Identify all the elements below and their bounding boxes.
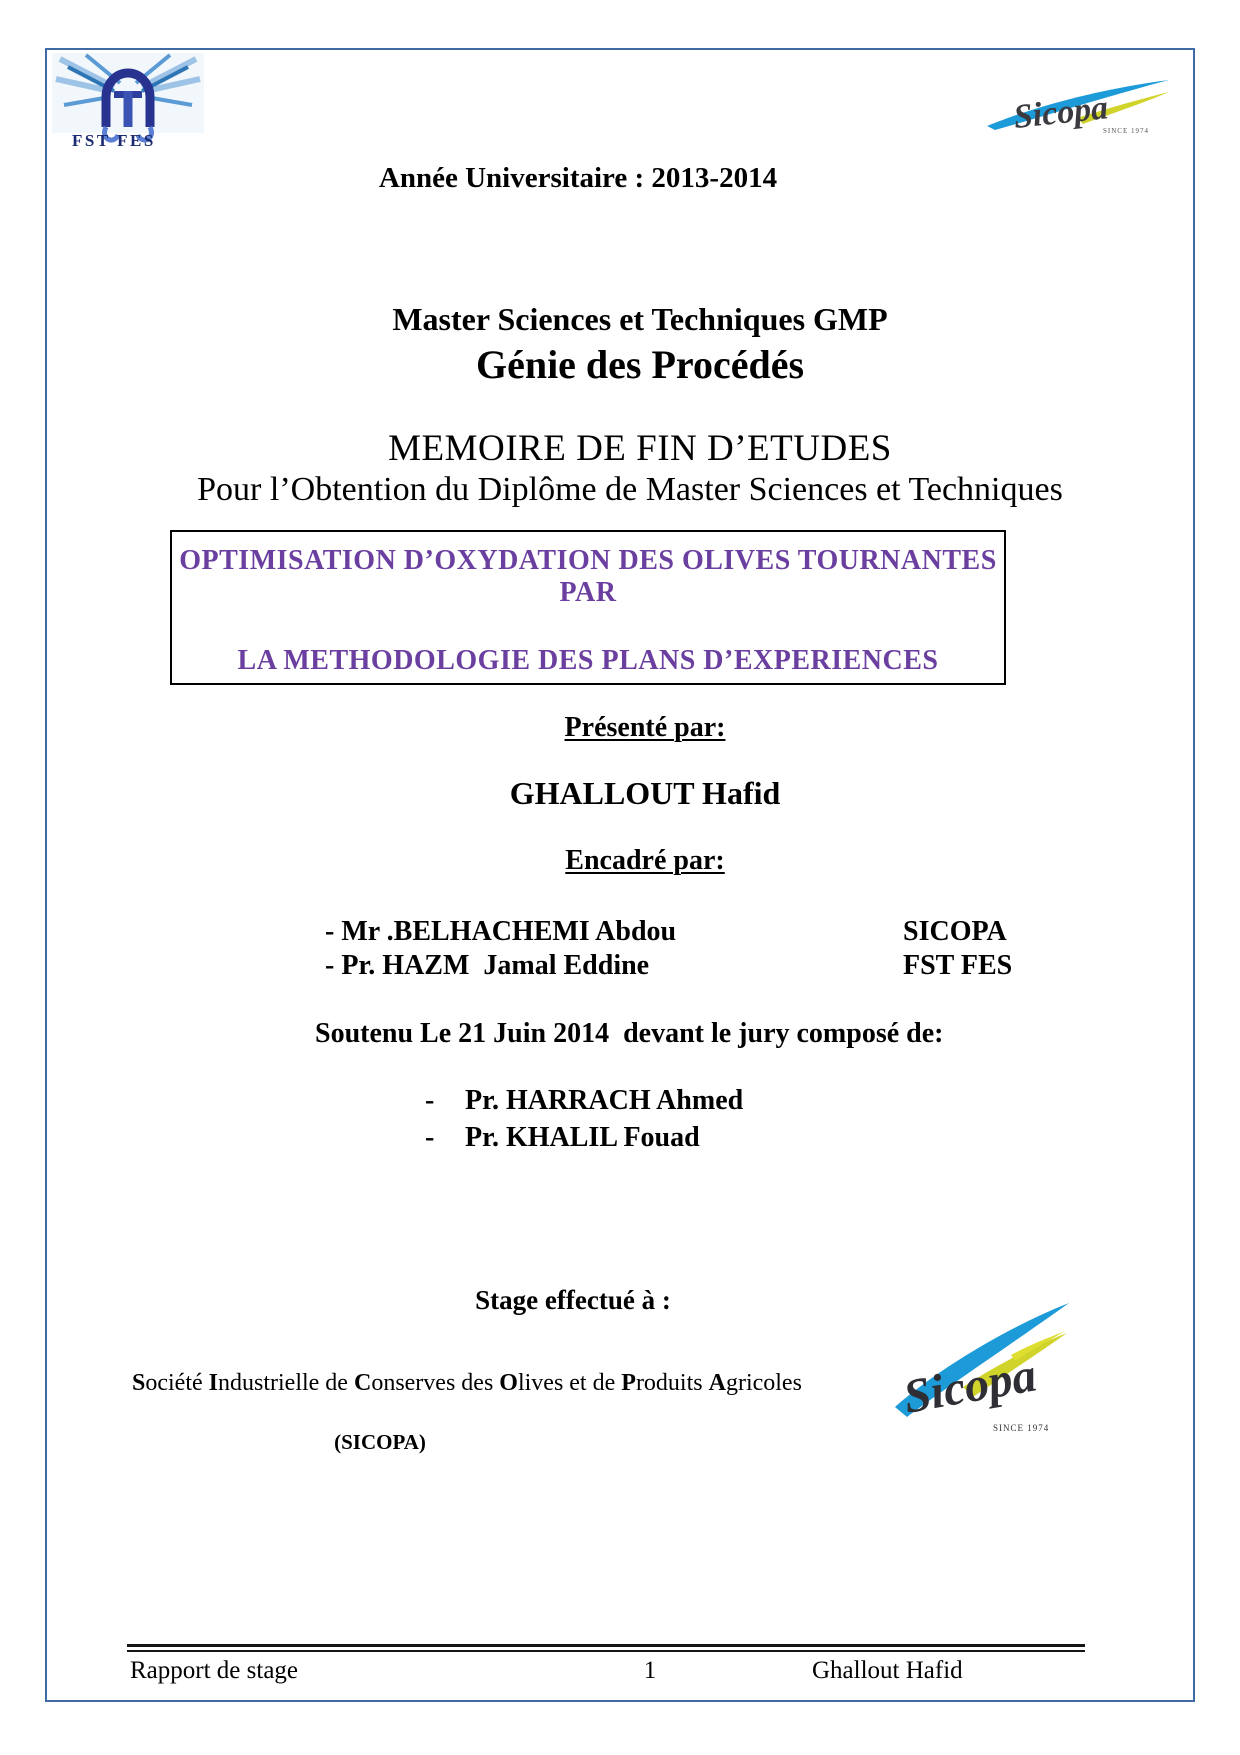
company-name-segment: ociété: [145, 1370, 209, 1396]
company-name-segment: roduits: [635, 1370, 709, 1396]
jury-member-name: Pr. HARRACH Ahmed: [465, 1085, 744, 1116]
presented-by-label: Présenté par:: [564, 712, 726, 743]
supervised-by-label: Encadré par:: [565, 845, 725, 876]
sicopa-wordmark: Sicopa: [1011, 89, 1110, 136]
academic-year: Année Universitaire : 2013-2014: [378, 162, 778, 194]
sicopa-since-label: SINCE 1974: [993, 1423, 1050, 1433]
sicopa-logo-top: [985, 76, 1171, 136]
company-full-name: [132, 1370, 892, 1397]
specialty-title: Génie des Procédés: [475, 342, 805, 387]
company-name-segment: lives et de: [517, 1370, 622, 1396]
sicopa-since-label: SINCE 1974: [1103, 127, 1149, 135]
jury-bullet: -: [425, 1085, 435, 1116]
jury-member-name: Pr. KHALIL Fouad: [465, 1122, 700, 1153]
jury-row: [425, 1119, 925, 1156]
subject-box: [170, 530, 1006, 685]
advisor-row: [325, 915, 1025, 949]
advisor-name: - Mr .BELHACHEMI Abdou: [325, 916, 677, 947]
subject-line-2: LA METHODOLOGIE DES PLANS D’EXPERIENCES: [237, 645, 939, 676]
advisor-affiliation: SICOPA: [903, 916, 1007, 947]
company-name-segment: onserves des: [371, 1370, 500, 1396]
advisor-affiliation: FST FES: [903, 950, 1013, 981]
company-name-segment: O: [499, 1370, 518, 1396]
footer-report-title: Rapport de stage: [130, 1657, 299, 1684]
program-title: Master Sciences et Techniques GMP: [392, 301, 888, 337]
jury-row: [425, 1082, 925, 1119]
fst-fes-logo: [52, 53, 204, 150]
footer-rule: [127, 1644, 1085, 1652]
jury-list: [425, 1082, 925, 1156]
degree-purpose: Pour l’Obtention du Diplôme de Master Sciences et Techniques: [197, 471, 1063, 508]
footer-page-number: 1: [643, 1657, 657, 1684]
advisor-row: [325, 949, 1025, 983]
company-name-segment: C: [353, 1370, 372, 1396]
fst-logo-label: FST FES: [72, 131, 156, 150]
subject-line-1: OPTIMISATION D’OXYDATION DES OLIVES TOURNANTES PAR: [179, 545, 997, 608]
company-name-segment: S: [132, 1370, 146, 1396]
sicopa-wordmark: Sicopa: [899, 1348, 1041, 1424]
company-name-segment: I: [208, 1370, 218, 1396]
author-name: GHALLOUT Hafid: [509, 775, 781, 811]
company-name-segment: gricoles: [725, 1370, 802, 1396]
sicopa-logo-bottom: [893, 1295, 1073, 1440]
defense-statement: Soutenu Le 21 Juin 2014 devant le jury composé de:: [315, 1018, 944, 1049]
footer-author-name: Ghallout Hafid: [812, 1657, 963, 1684]
internship-label: Stage effectué à :: [475, 1285, 671, 1315]
company-name-segment: ndustrielle de: [218, 1370, 354, 1396]
advisors-list: [325, 915, 1025, 983]
advisor-name: - Pr. HAZM Jamal Eddine: [325, 950, 650, 981]
document-type-title: MEMOIRE DE FIN D’ETUDES: [388, 428, 892, 469]
company-abbreviation: (SICOPA): [334, 1430, 426, 1454]
company-name-segment: A: [708, 1370, 726, 1396]
fst-logo-tstem: [124, 91, 133, 127]
jury-bullet: -: [425, 1122, 435, 1153]
company-name-segment: P: [621, 1370, 636, 1396]
